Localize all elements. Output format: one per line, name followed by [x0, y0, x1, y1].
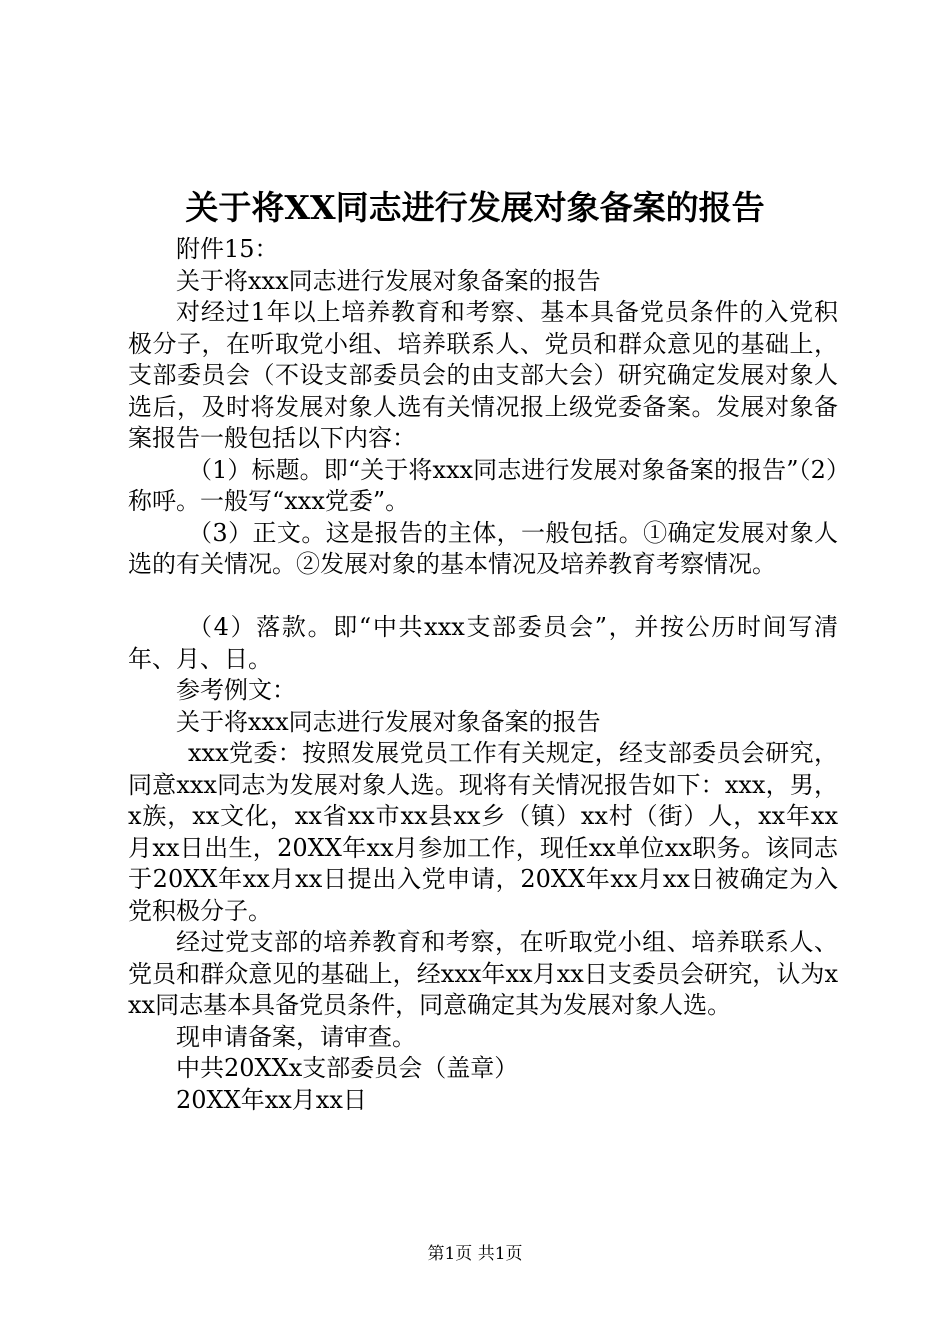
item-body: （3）正文。这是报告的主体，一般包括。①确定发展对象人选的有关情况。②发展对象的基本情况及培养教育考察情况。 — [128, 518, 838, 578]
page-number-footer: 第1页 共1页 — [427, 1244, 523, 1264]
example-salutation-paragraph: xxx党委：按照发展党员工作有关规定，经支部委员会研究，同意xxx同志为发展对象人选。现将有关情况报告如下：xxx，男，x族，xx文化，xx省xx市xx县xx乡（镇）xx村（街）人，xx年xx月xx日出生，20XX年xx月参加工作，现任xx单位xx职务。该同志于20XX年xx月xx日提出入党申请，20XX年xx月xx日被确定为入党积极分子。 — [128, 739, 838, 925]
attachment-label: 附件15： — [176, 235, 279, 263]
document-title: 关于将XX同志进行发展对象备案的报告 — [185, 188, 765, 227]
intro-paragraph: 对经过1年以上培养教育和考察、基本具备党员条件的入党积极分子，在听取党小组、培养联系人、党员和群众意见的基础上，支部委员会（不设支部委员会的由支部大会）研究确定发展对象人选后，及时将发展对象人选有关情况报上级党委备案。发展对象备案报告一般包括以下内容： — [128, 298, 838, 452]
example-assessment-paragraph: 经过党支部的培养教育和考察，在听取党小组、培养联系人、党员和群众意见的基础上，经xxx年xx月xx日支委员会研究，认为xxx同志基本具备党员条件，同意确定其为发展对象人选。 — [128, 928, 838, 1019]
example-date-line: 20XX年xx月xx日 — [176, 1085, 367, 1114]
item-signature: （4）落款。即“中共xxx支部委员会”，并按公历时间写清年、月、日。 — [128, 613, 838, 673]
example-label: 参考例文： — [176, 676, 296, 704]
report-heading: 关于将xxx同志进行发展对象备案的报告 — [176, 266, 601, 295]
example-signature-line: 中共20XXx支部委员会（盖章） — [176, 1054, 519, 1082]
example-request-line: 现申请备案，请审查。 — [176, 1022, 416, 1051]
document-body — [128, 234, 838, 1116]
example-heading: 关于将xxx同志进行发展对象备案的报告 — [176, 707, 601, 736]
item-title-salutation: （1）标题。即“关于将xxx同志进行发展对象备案的报告”（2）称呼。一般写“xxx党委”。 — [128, 455, 838, 515]
